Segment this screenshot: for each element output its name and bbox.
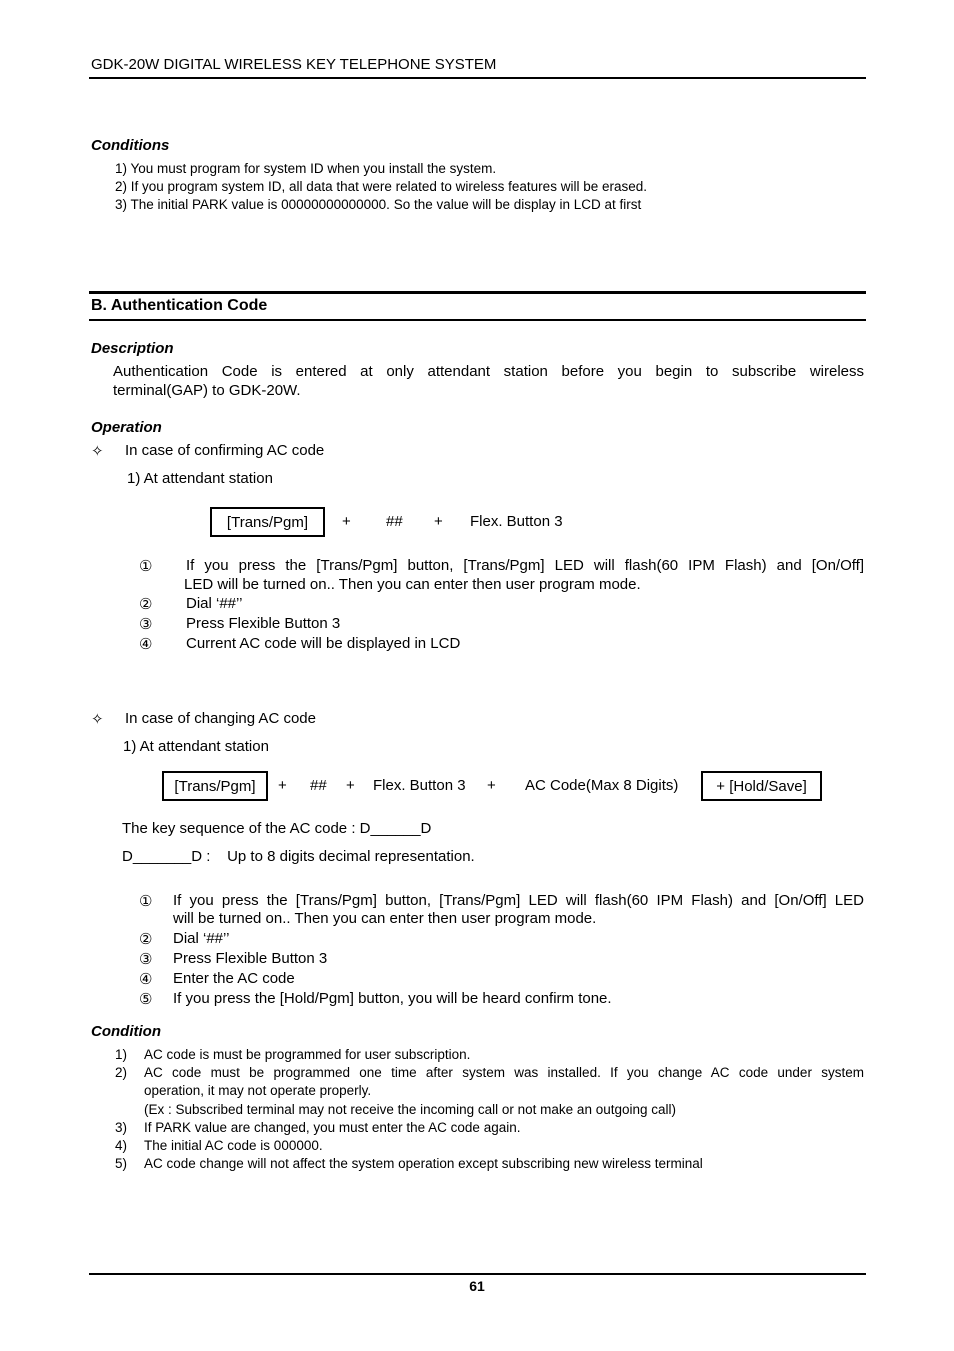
condition-text: If PARK value are changed, you must enter the AC code again. xyxy=(144,1120,521,1135)
hash-key: ## xyxy=(386,513,403,530)
section-top-rule xyxy=(89,291,866,294)
step-text: Enter the AC code xyxy=(173,970,295,987)
condition-item: 1) You must program for system ID when you install the system. xyxy=(115,161,497,176)
condition-text: operation, it may not operate properly. xyxy=(144,1083,372,1098)
description-heading: Description xyxy=(91,340,174,357)
document-header: GDK-20W DIGITAL WIRELESS KEY TELEPHONE SYSTEM xyxy=(91,56,497,73)
condition-heading: Condition xyxy=(91,1023,161,1040)
step-text: If you press the [Trans/Pgm] button, [Trans/Pgm] LED will flash(60 IPM Flash) and [On/Off] xyxy=(186,557,864,574)
description-line: Authentication Code is entered at only attendant station before you begin to subscribe wireless xyxy=(113,363,864,380)
step-text: Current AC code will be displayed in LCD xyxy=(186,635,461,652)
step-text: will be turned on.. Then you can enter then user program mode. xyxy=(173,910,597,927)
step-number: ① xyxy=(139,893,153,910)
condition-text: AC code must be programmed one time after system was installed. If you change AC code under system xyxy=(144,1065,864,1080)
trans-pgm-key-box: [Trans/Pgm] xyxy=(162,771,268,801)
bullet-icon: ✧ xyxy=(91,443,104,460)
condition-item: 2) If you program system ID, all data that were related to wireless features will be erased. xyxy=(115,179,647,194)
page-number: 61 xyxy=(469,1278,485,1294)
plus-sign: + xyxy=(434,513,443,530)
step-number: ③ xyxy=(139,616,153,633)
section-bottom-rule xyxy=(89,319,866,321)
section-title: B. Authentication Code xyxy=(91,297,268,314)
header-rule xyxy=(89,77,866,79)
operation-heading: Operation xyxy=(91,419,162,436)
condition-number: 4) xyxy=(115,1138,128,1153)
footer-rule xyxy=(89,1273,866,1275)
plus-sign: + xyxy=(278,777,287,794)
step-number: ⑤ xyxy=(139,991,153,1008)
case1-sub: 1) At attendant station xyxy=(127,470,273,487)
flex-button-key: Flex. Button 3 xyxy=(373,777,466,794)
step-text: If you press the [Trans/Pgm] button, [Trans/Pgm] LED will flash(60 IPM Flash) and [On/Off] LED xyxy=(173,892,864,909)
plus-sign: + xyxy=(342,513,351,530)
description-line: terminal(GAP) to GDK-20W. xyxy=(113,382,301,399)
condition-number: 3) xyxy=(115,1120,128,1135)
condition-number: 1) xyxy=(115,1047,128,1062)
trans-pgm-key-box: [Trans/Pgm] xyxy=(210,507,325,537)
condition-text: AC code change will not affect the system operation except subscribing new wireless terminal xyxy=(144,1156,703,1171)
condition-number: 5) xyxy=(115,1156,128,1171)
condition-text: AC code is must be programmed for user subscription. xyxy=(144,1047,471,1062)
condition-item: 3) The initial PARK value is 00000000000000. So the value will be display in LCD at first xyxy=(115,197,642,212)
step-number: ② xyxy=(139,931,153,948)
bullet-icon: ✧ xyxy=(91,711,104,728)
case1-title: In case of confirming AC code xyxy=(125,442,325,459)
condition-number: 2) xyxy=(115,1065,128,1080)
step-number: ② xyxy=(139,596,153,613)
dd-representation-text: D_______D : Up to 8 digits decimal representation. xyxy=(122,848,475,865)
case2-title: In case of changing AC code xyxy=(125,710,316,727)
key-sequence-text: The key sequence of the AC code : D______D xyxy=(122,820,432,837)
ac-code-input-label: AC Code(Max 8 Digits) xyxy=(525,777,679,794)
step-text: If you press the [Hold/Pgm] button, you will be heard confirm tone. xyxy=(173,990,612,1007)
hold-save-key-box: + [Hold/Save] xyxy=(701,771,822,801)
step-text: Press Flexible Button 3 xyxy=(186,615,341,632)
step-text: LED will be turned on.. Then you can enter then user program mode. xyxy=(184,576,641,593)
case2-sub: 1) At attendant station xyxy=(123,738,269,755)
step-number: ④ xyxy=(139,971,153,988)
condition-text: (Ex : Subscribed terminal may not receive the incoming call or not make an outgoing call) xyxy=(144,1102,677,1117)
step-text: Dial ‘##’’ xyxy=(186,595,243,612)
step-number: ④ xyxy=(139,636,153,653)
step-number: ① xyxy=(139,558,153,575)
plus-sign: + xyxy=(346,777,355,794)
conditions-heading: Conditions xyxy=(91,137,170,154)
plus-sign: + xyxy=(487,777,496,794)
condition-text: The initial AC code is 000000. xyxy=(144,1138,323,1153)
step-text: Press Flexible Button 3 xyxy=(173,950,328,967)
step-text: Dial ‘##’’ xyxy=(173,930,230,947)
step-number: ③ xyxy=(139,951,153,968)
hash-key: ## xyxy=(310,777,327,794)
flex-button-key: Flex. Button 3 xyxy=(470,513,563,530)
